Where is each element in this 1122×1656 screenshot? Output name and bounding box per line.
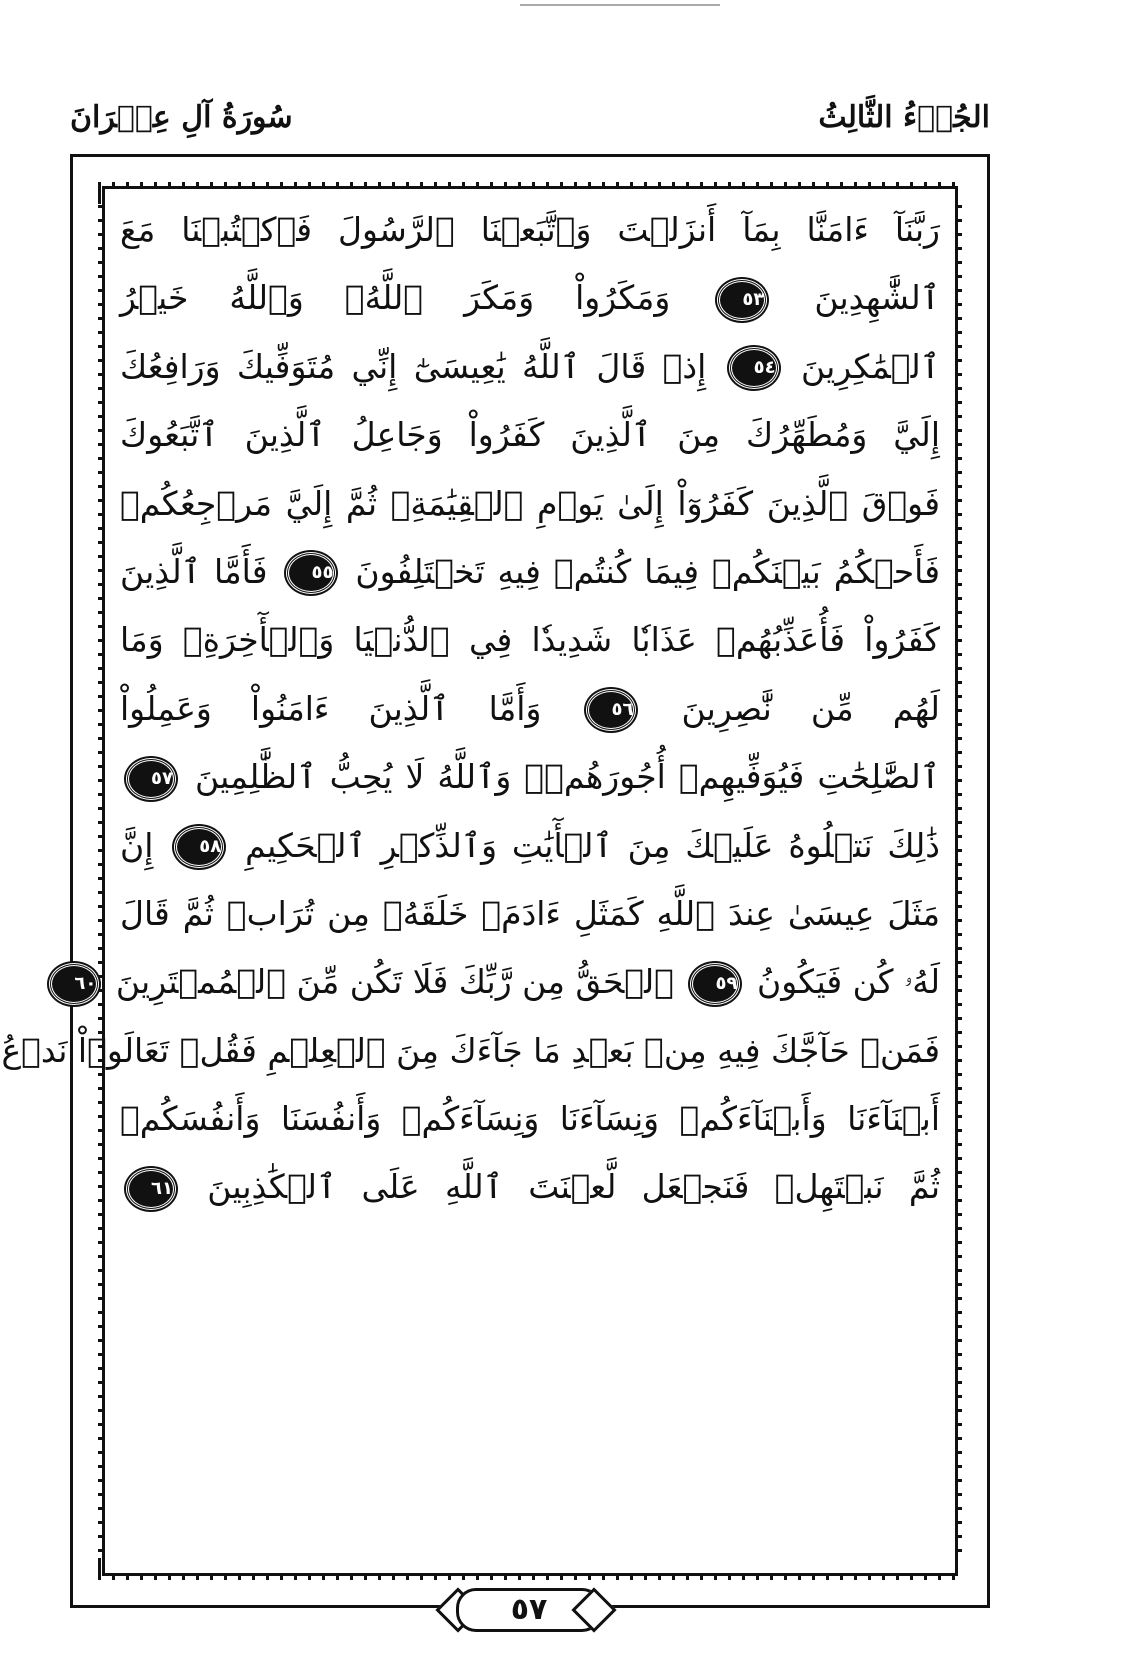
surah-title: سُورَةُ آلِ عِمۡرَانَ <box>70 100 293 135</box>
verse-end-marker: ٦١ <box>126 1168 176 1210</box>
verse-line: لَهُم مِّن نَّٰصِرِينَ ٥٦ وَأَمَّا ٱلَّذِينَ ءَامَنُواْ وَعَمِلُواْ <box>120 675 940 743</box>
verse-line: كَفَرُواْ فَأُعَذِّبُهُمۡ عَذَابٗا شَدِيدٗا فِي ٱلدُّنۡيَا وَٱلۡأٓخِرَةِۖ وَمَا <box>120 620 940 660</box>
verse-line: ذَٰلِكَ نَتۡلُوهُ عَلَيۡكَ مِنَ ٱلۡأٓيَٰتِ وَٱلذِّكۡرِ ٱلۡحَكِيمِ ٥٨ إِنَّ <box>120 812 940 880</box>
verse-end-marker: ٥٩ <box>690 963 740 1005</box>
verse-end-marker: ٥٦ <box>586 689 636 731</box>
verse-line: فَوۡقَ ٱلَّذِينَ كَفَرُوٓاْ إِلَىٰ يَوۡمِ ٱلۡقِيَٰمَةِۖ ثُمَّ إِلَيَّ مَرۡجِعُكُمۡ <box>120 483 940 523</box>
verse-end-marker: ٥٤ <box>729 347 779 389</box>
verse-line: رَبَّنَآ ءَامَنَّا بِمَآ أَنزَلۡتَ وَٱتَّبَعۡنَا ٱلرَّسُولَ فَٱكۡتُبۡنَا مَعَ <box>120 210 940 249</box>
verse-line: ثُمَّ نَبۡتَهِلۡ فَنَجۡعَل لَّعۡنَتَ ٱللَّهِ عَلَى ٱلۡكَٰذِبِينَ ٦١ <box>120 1153 940 1221</box>
page-number-ornament <box>436 1586 616 1630</box>
verse-end-marker: ٥٨ <box>174 826 224 868</box>
page-number: ٥٧ <box>456 1588 602 1632</box>
verse-line: أَبۡنَآءَنَا وَأَبۡنَآءَكُمۡ وَنِسَآءَنَا وَنِسَآءَكُمۡ وَأَنفُسَنَا وَأَنفُسَكُمۡ <box>120 1099 940 1139</box>
verse-line: فَمَنۡ حَآجَّكَ فِيهِ مِنۢ بَعۡدِ مَا جَآءَكَ مِنَ ٱلۡعِلۡمِ فَقُلۡ تَعَالَوۡاْ نَدۡعُ <box>1 1030 940 1070</box>
juz-title: الجُزۡءُ الثَّالِثُ <box>818 100 990 135</box>
verse-line: ٱلۡمَٰكِرِينَ ٥٤ إِذۡ قَالَ ٱللَّهُ يَٰعِيسَىٰٓ إِنِّي مُتَوَفِّيكَ وَرَافِعُكَ <box>120 333 940 401</box>
verse-end-marker: ٥٣ <box>717 279 767 321</box>
verse-block <box>1 196 940 1566</box>
verse-end-marker: ٥٥ <box>286 552 336 594</box>
verse-end-marker: ٦٠ <box>49 963 99 1005</box>
verse-line: لَهُۥ كُن فَيَكُونُ ٥٩ ٱلۡحَقُّ مِن رَّبِّكَ فَلَا تَكُن مِّنَ ٱلۡمُمۡتَرِينَ ٦٠ <box>120 948 940 1016</box>
verse-line: مَثَلَ عِيسَىٰ عِندَ ٱللَّهِ كَمَثَلِ ءَادَمَۖ خَلَقَهُۥ مِن تُرَابٖ ثُمَّ قَالَ <box>120 893 940 933</box>
scan-top-line <box>520 4 720 6</box>
verse-end-marker: ٥٧ <box>126 758 176 800</box>
page-header <box>70 96 990 146</box>
verse-line: إِلَيَّ وَمُطَهِّرُكَ مِنَ ٱلَّذِينَ كَفَرُواْ وَجَاعِلُ ٱلَّذِينَ ٱتَّبَعُوكَ <box>120 415 940 455</box>
verse-line: ٱلشَّٰهِدِينَ ٥٣ وَمَكَرُواْ وَمَكَرَ ٱللَّهُۖ وَٱللَّهُ خَيۡرُ <box>120 264 940 332</box>
verse-line: ٱلصَّٰلِحَٰتِ فَيُوَفِّيهِمۡ أُجُورَهُمۡۗ وَٱللَّهُ لَا يُحِبُّ ٱلظَّٰلِمِينَ ٥٧ <box>120 743 940 811</box>
verse-line: فَأَحۡكُمُ بَيۡنَكُمۡ فِيمَا كُنتُمۡ فِيهِ تَخۡتَلِفُونَ ٥٥ فَأَمَّا ٱلَّذِينَ <box>120 538 940 606</box>
